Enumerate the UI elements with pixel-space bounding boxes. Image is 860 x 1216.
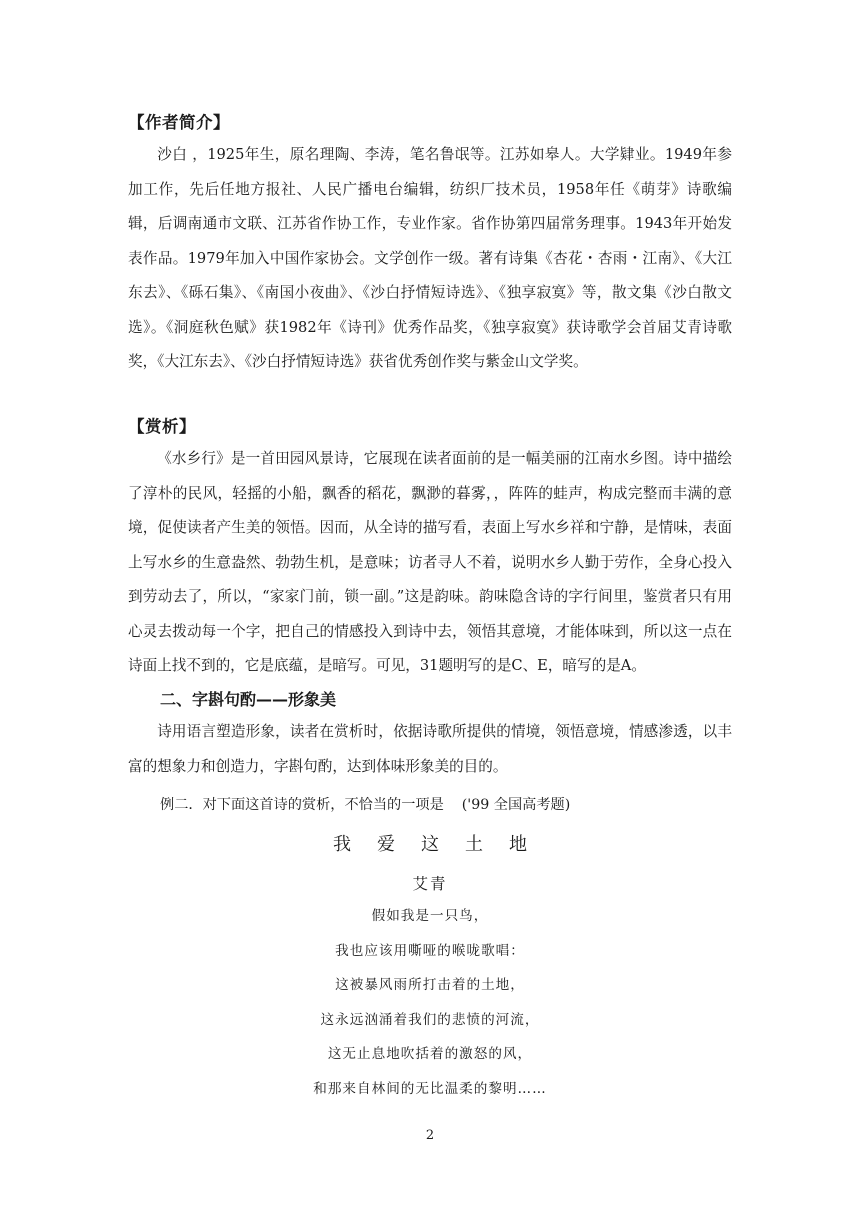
poem-title: 我爱这土地 bbox=[333, 834, 553, 855]
section-two-paragraph: 诗用语言塑造形象，读者在赏析时，依据诗歌所提供的情境，领悟意境，情感渗透，以丰富的想象力和创造力，字斟句酌，达到体味形象美的目的。 bbox=[128, 723, 732, 775]
poem-line: 这永远汹涌着我们的悲愤的河流， bbox=[320, 1011, 540, 1028]
author-intro-heading: 【作者简介】 bbox=[128, 113, 230, 132]
poem-line: 我也应该用嘶哑的喉咙歌唱： bbox=[335, 942, 525, 959]
example-two-line bbox=[160, 794, 570, 814]
analysis-paragraph: 《水乡行》是一首田园风景诗，它展现在读者面前的是一幅美丽的江南水乡图。诗中描绘了淳朴的民风，轻摇的小船，飘香的稻花，飘渺的暮雾，，阵阵的蛙声，构成完整而丰满的意境，促使读者产生美的领悟。因而，从全诗的描写看，表面上写水乡祥和宁静，是情味，表面上写水乡的生意盎然、勃勃生机，是意味；访者寻人不着，说明水乡人勤于劳作，全身心投入到劳动去了，所以，“家家门前，锁一副。”这是韵味。韵味隐含诗的字行间里，鉴赏者只有用心灵去拨动每一个字，把自己的情感投入到诗中去，领悟其意境，才能体味到，所以这一点在诗面上找不到的，它是底蕴，是暗写。可见，31题明写的是C、E，暗写的是A。 bbox=[128, 450, 732, 674]
page-number: 2 bbox=[425, 1128, 435, 1143]
poem-line: 假如我是一只鸟， bbox=[371, 908, 489, 924]
section-two-heading: 二、字斟句酌——形象美 bbox=[160, 690, 337, 709]
author-intro-paragraph: 沙白 ，1925年生，原名理陶、李涛，笔名鲁氓等。江苏如皋人。大学肄业。1949年参加工作，先后任地方报社、人民广播电台编辑，纺织厂技术员，1958年任《萌芽》诗歌编辑，后调南通市文联、江苏省作协工作，专业作家。省作协第四届常务理事。1943年开始发表作品。1979年加入中国作家协会。文学创作一级。著有诗集《杏花・杏雨・江南》、《大江东去》、《砾石集》、《南国小夜曲》、《沙白抒情短诗选》、《独享寂寞》等，散文集《沙白散文选》。《洞庭秋色赋》获1982年《诗刊》优秀作品奖，《独享寂寞》获诗歌学会首届艾青诗歌奖，《大江东去》、《沙白抒情短诗选》获省优秀创作奖与紫金山文学奖。 bbox=[128, 146, 732, 370]
poem-line: 这无止息地吹括着的激怒的风， bbox=[327, 1046, 533, 1063]
poem-line: 这被暴风雨所打击着的土地， bbox=[335, 977, 525, 994]
poem-author: 艾青 bbox=[412, 875, 448, 893]
poem-line: 和那来自林间的无比温柔的黎明…… bbox=[313, 1080, 547, 1097]
analysis-heading: 【赏析】 bbox=[128, 417, 196, 436]
poem-lines bbox=[0, 901, 860, 1109]
example-source: ('99 全国高考题) bbox=[461, 797, 571, 813]
example-question: 例二．对下面这首诗的赏析，不恰当的一项是 bbox=[160, 797, 444, 813]
